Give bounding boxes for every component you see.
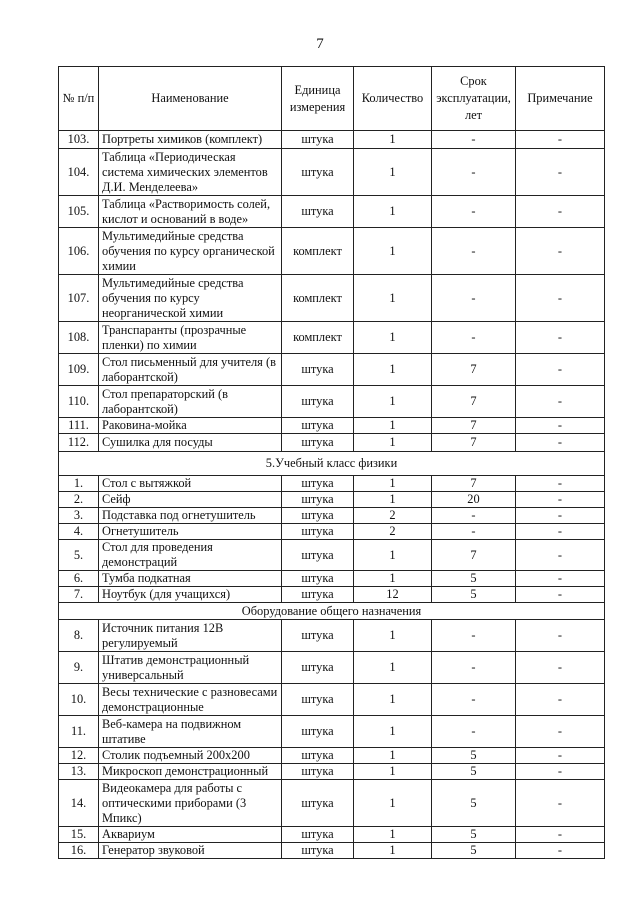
table-row	[59, 149, 605, 196]
table-row	[59, 228, 605, 275]
unit: штука	[282, 149, 354, 196]
row-number: 13.	[59, 764, 99, 780]
unit: штука	[282, 716, 354, 748]
row-number: 111.	[59, 418, 99, 434]
quantity: 1	[354, 716, 432, 748]
row-number: 107.	[59, 275, 99, 322]
item-name: Таблица «Растворимость солей, кислот и оснований в воде»	[99, 196, 282, 228]
quantity: 2	[354, 508, 432, 524]
unit: штука	[282, 571, 354, 587]
quantity: 1	[354, 684, 432, 716]
table-row	[59, 764, 605, 780]
row-number: 112.	[59, 434, 99, 452]
row-number: 104.	[59, 149, 99, 196]
table-row	[59, 524, 605, 540]
note: -	[516, 508, 605, 524]
row-number: 108.	[59, 322, 99, 354]
note: -	[516, 716, 605, 748]
quantity: 1	[354, 620, 432, 652]
quantity: 1	[354, 748, 432, 764]
row-number: 6.	[59, 571, 99, 587]
quantity: 1	[354, 322, 432, 354]
table-row	[59, 418, 605, 434]
table-row	[59, 827, 605, 843]
service-life: -	[432, 684, 516, 716]
table-row	[59, 196, 605, 228]
service-life: -	[432, 620, 516, 652]
service-life: -	[432, 275, 516, 322]
table-row	[59, 492, 605, 508]
header-name: Наименование	[99, 67, 282, 131]
quantity: 1	[354, 386, 432, 418]
item-name: Микроскоп демонстрационный	[99, 764, 282, 780]
item-name: Генератор звуковой	[99, 843, 282, 859]
table-row	[59, 434, 605, 452]
unit: штука	[282, 748, 354, 764]
section-title: 5.Учебный класс физики	[59, 452, 605, 476]
note: -	[516, 571, 605, 587]
unit: штука	[282, 827, 354, 843]
service-life: 5	[432, 571, 516, 587]
item-name: Стол для проведения демонстраций	[99, 540, 282, 571]
table-body	[59, 131, 605, 859]
table-row	[59, 587, 605, 603]
unit: штука	[282, 131, 354, 149]
note: -	[516, 418, 605, 434]
note: -	[516, 684, 605, 716]
quantity: 12	[354, 587, 432, 603]
quantity: 1	[354, 275, 432, 322]
row-number: 14.	[59, 780, 99, 827]
header-note: Примечание	[516, 67, 605, 131]
row-number: 3.	[59, 508, 99, 524]
item-name: Огнетушитель	[99, 524, 282, 540]
table-row	[59, 843, 605, 859]
unit: штука	[282, 620, 354, 652]
quantity: 2	[354, 524, 432, 540]
note: -	[516, 386, 605, 418]
note: -	[516, 149, 605, 196]
service-life: 5	[432, 780, 516, 827]
row-number: 7.	[59, 587, 99, 603]
table-row	[59, 748, 605, 764]
service-life: -	[432, 131, 516, 149]
note: -	[516, 780, 605, 827]
note: -	[516, 354, 605, 386]
service-life: -	[432, 196, 516, 228]
unit: штука	[282, 476, 354, 492]
service-life: 5	[432, 843, 516, 859]
item-name: Штатив демонстрационный универсальный	[99, 652, 282, 684]
item-name: Сушилка для посуды	[99, 434, 282, 452]
equipment-table	[58, 66, 605, 859]
quantity: 1	[354, 492, 432, 508]
row-number: 2.	[59, 492, 99, 508]
note: -	[516, 492, 605, 508]
unit: комплект	[282, 228, 354, 275]
unit: штука	[282, 540, 354, 571]
note: -	[516, 434, 605, 452]
service-life: -	[432, 149, 516, 196]
item-name: Видеокамера для работы с оптическими приборами (3 Мпикс)	[99, 780, 282, 827]
note: -	[516, 540, 605, 571]
section-row	[59, 452, 605, 476]
row-number: 105.	[59, 196, 99, 228]
note: -	[516, 476, 605, 492]
row-number: 110.	[59, 386, 99, 418]
service-life: 7	[432, 476, 516, 492]
note: -	[516, 196, 605, 228]
unit: штука	[282, 418, 354, 434]
quantity: 1	[354, 780, 432, 827]
table-row	[59, 571, 605, 587]
item-name: Тумба подкатная	[99, 571, 282, 587]
quantity: 1	[354, 764, 432, 780]
table-row	[59, 684, 605, 716]
service-life: 7	[432, 386, 516, 418]
note: -	[516, 228, 605, 275]
unit: штука	[282, 508, 354, 524]
unit: штука	[282, 652, 354, 684]
service-life: -	[432, 716, 516, 748]
quantity: 1	[354, 149, 432, 196]
quantity: 1	[354, 540, 432, 571]
quantity: 1	[354, 418, 432, 434]
row-number: 8.	[59, 620, 99, 652]
item-name: Подставка под огнетушитель	[99, 508, 282, 524]
service-life: 7	[432, 434, 516, 452]
row-number: 9.	[59, 652, 99, 684]
unit: штука	[282, 354, 354, 386]
quantity: 1	[354, 476, 432, 492]
item-name: Стол с вытяжкой	[99, 476, 282, 492]
table-row	[59, 354, 605, 386]
note: -	[516, 652, 605, 684]
service-life: 7	[432, 354, 516, 386]
service-life: 7	[432, 418, 516, 434]
unit: штука	[282, 386, 354, 418]
table-row	[59, 540, 605, 571]
table-row	[59, 652, 605, 684]
row-number: 4.	[59, 524, 99, 540]
quantity: 1	[354, 434, 432, 452]
note: -	[516, 524, 605, 540]
table-row	[59, 620, 605, 652]
note: -	[516, 827, 605, 843]
quantity: 1	[354, 196, 432, 228]
unit: штука	[282, 684, 354, 716]
quantity: 1	[354, 228, 432, 275]
row-number: 1.	[59, 476, 99, 492]
item-name: Мультимедийные средства обучения по курсу неорганической химии	[99, 275, 282, 322]
row-number: 16.	[59, 843, 99, 859]
unit: комплект	[282, 275, 354, 322]
page-number: 7	[316, 36, 324, 52]
item-name: Портреты химиков (комплект)	[99, 131, 282, 149]
unit: штука	[282, 764, 354, 780]
row-number: 106.	[59, 228, 99, 275]
unit: штука	[282, 434, 354, 452]
table-row	[59, 275, 605, 322]
table-row	[59, 322, 605, 354]
section-title: Оборудование общего назначения	[59, 603, 605, 620]
item-name: Аквариум	[99, 827, 282, 843]
quantity: 1	[354, 843, 432, 859]
unit: комплект	[282, 322, 354, 354]
row-number: 109.	[59, 354, 99, 386]
service-life: 5	[432, 827, 516, 843]
unit: штука	[282, 587, 354, 603]
service-life: 5	[432, 764, 516, 780]
table-row	[59, 386, 605, 418]
service-life: 20	[432, 492, 516, 508]
item-name: Транспаранты (прозрачные пленки) по химии	[99, 322, 282, 354]
service-life: 7	[432, 540, 516, 571]
service-life: -	[432, 652, 516, 684]
table-row	[59, 508, 605, 524]
quantity: 1	[354, 354, 432, 386]
item-name: Стол препараторский (в лаборантской)	[99, 386, 282, 418]
quantity: 1	[354, 652, 432, 684]
service-life: -	[432, 524, 516, 540]
row-number: 15.	[59, 827, 99, 843]
item-name: Сейф	[99, 492, 282, 508]
table-header-row	[59, 67, 605, 131]
section-row	[59, 603, 605, 620]
item-name: Раковина-мойка	[99, 418, 282, 434]
row-number: 12.	[59, 748, 99, 764]
row-number: 11.	[59, 716, 99, 748]
item-name: Столик подъемный 200х200	[99, 748, 282, 764]
row-number: 10.	[59, 684, 99, 716]
header-service-life: Срок эксплуатации, лет	[432, 67, 516, 131]
note: -	[516, 764, 605, 780]
row-number: 5.	[59, 540, 99, 571]
service-life: -	[432, 322, 516, 354]
note: -	[516, 322, 605, 354]
note: -	[516, 620, 605, 652]
table-row	[59, 131, 605, 149]
header-quantity: Количество	[354, 67, 432, 131]
service-life: 5	[432, 748, 516, 764]
item-name: Веб-камера на подвижном штативе	[99, 716, 282, 748]
note: -	[516, 748, 605, 764]
quantity: 1	[354, 827, 432, 843]
note: -	[516, 587, 605, 603]
header-unit: Единица измерения	[282, 67, 354, 131]
row-number: 103.	[59, 131, 99, 149]
item-name: Таблица «Периодическая система химических элементов Д.И. Менделеева»	[99, 149, 282, 196]
note: -	[516, 275, 605, 322]
service-life: -	[432, 508, 516, 524]
quantity: 1	[354, 571, 432, 587]
note: -	[516, 131, 605, 149]
item-name: Мультимедийные средства обучения по курсу органической химии	[99, 228, 282, 275]
unit: штука	[282, 843, 354, 859]
quantity: 1	[354, 131, 432, 149]
item-name: Весы технические с разновесами демонстрационные	[99, 684, 282, 716]
unit: штука	[282, 492, 354, 508]
service-life: -	[432, 228, 516, 275]
service-life: 5	[432, 587, 516, 603]
table-row	[59, 716, 605, 748]
unit: штука	[282, 780, 354, 827]
note: -	[516, 843, 605, 859]
table-row	[59, 780, 605, 827]
header-number: № п/п	[59, 67, 99, 131]
item-name: Источник питания 12В регулируемый	[99, 620, 282, 652]
item-name: Стол письменный для учителя (в лаборантской)	[99, 354, 282, 386]
unit: штука	[282, 524, 354, 540]
unit: штука	[282, 196, 354, 228]
table-row	[59, 476, 605, 492]
item-name: Ноутбук (для учащихся)	[99, 587, 282, 603]
